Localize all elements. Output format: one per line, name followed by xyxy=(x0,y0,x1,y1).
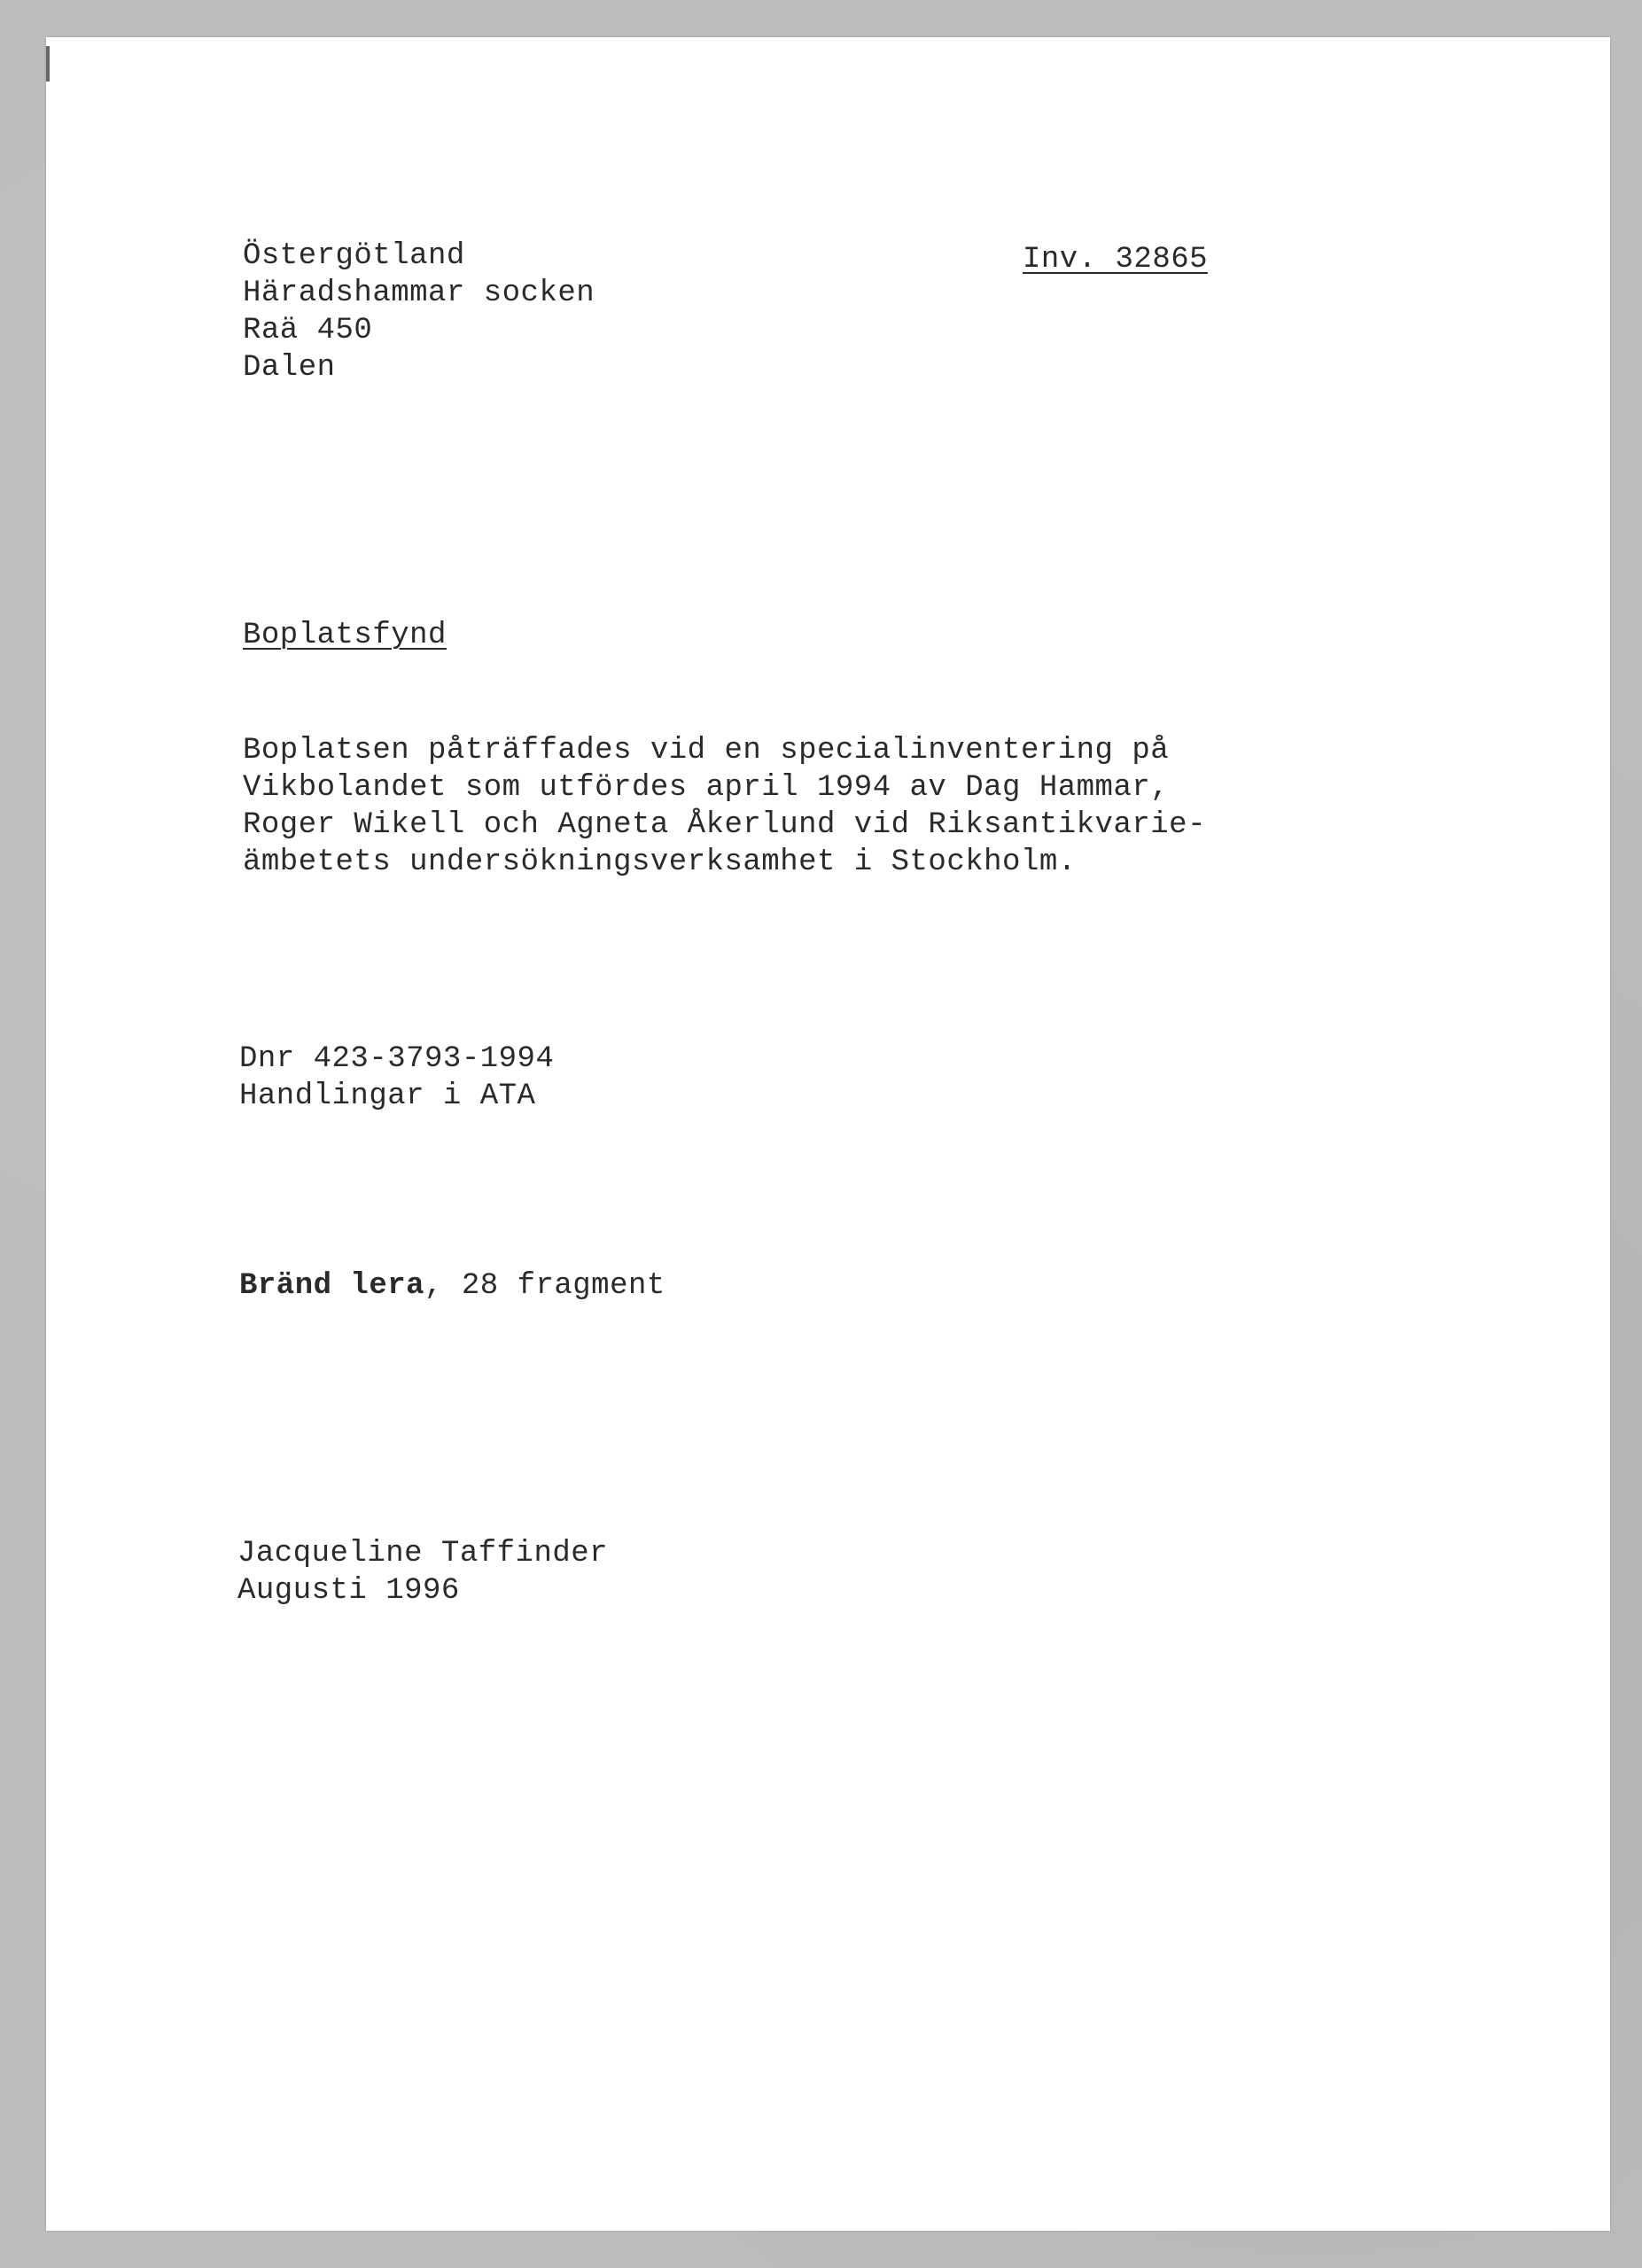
document-page xyxy=(46,37,1610,2231)
archive-reference: Handlingar i ATA xyxy=(239,1079,536,1113)
header-parish: Häradshammar socken xyxy=(243,277,595,310)
signature-date: Augusti 1996 xyxy=(237,1574,460,1608)
body-line-3: Roger Wikell och Agneta Åkerlund vid Riksantikvarie- xyxy=(243,808,1206,842)
header-province: Östergötland xyxy=(243,239,465,273)
body-line-4: ämbetets undersökningsverksamhet i Stockholm. xyxy=(243,846,1077,879)
body-line-2: Vikbolandet som utfördes april 1994 av Dag Hammar, xyxy=(243,771,1170,805)
find-detail: , 28 fragment xyxy=(424,1269,665,1303)
inventory-number: Inv. 32865 xyxy=(1023,243,1209,277)
find-material: Bränd lera xyxy=(239,1269,425,1303)
header-place: Dalen xyxy=(243,351,336,385)
body-line-1: Boplatsen påträffades vid en specialinventering på xyxy=(243,734,1170,768)
page-edge-mark xyxy=(46,46,50,82)
header-raa-number: Raä 450 xyxy=(243,314,373,347)
signature-name: Jacqueline Taffinder xyxy=(237,1537,609,1570)
find-entry xyxy=(239,1267,665,1305)
dnr-reference: Dnr 423-3793-1994 xyxy=(239,1042,555,1076)
section-title: Boplatsfynd xyxy=(243,619,447,652)
